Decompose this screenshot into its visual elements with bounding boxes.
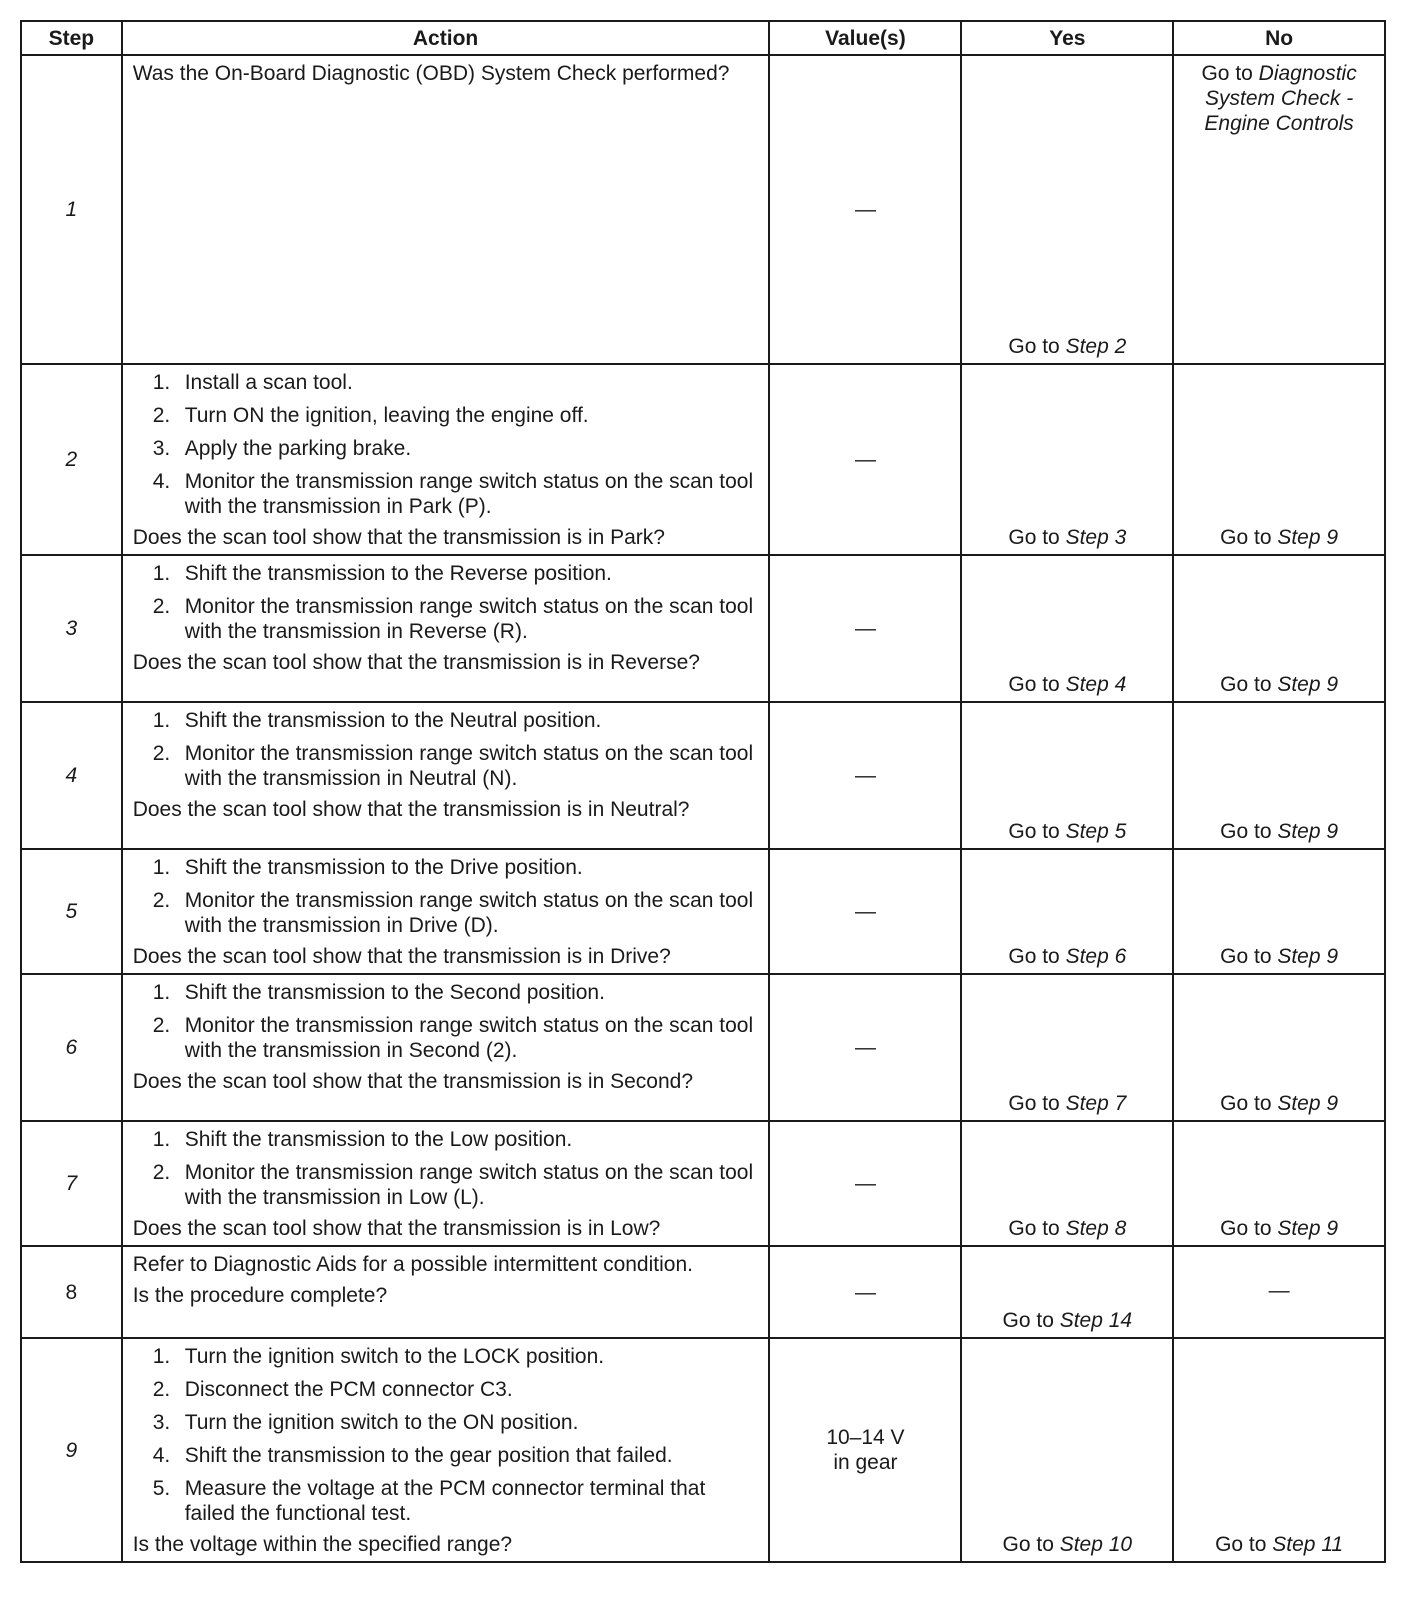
action-question: Does the scan tool show that the transmission is in Low? bbox=[132, 1217, 661, 1240]
value-cell: — bbox=[769, 974, 961, 1121]
value-cell: — bbox=[769, 364, 961, 555]
table-row bbox=[21, 974, 1385, 1121]
value-cell: — bbox=[769, 555, 961, 702]
value-cell: — bbox=[769, 1246, 961, 1338]
action-cell bbox=[122, 849, 770, 974]
action-cell bbox=[122, 364, 770, 555]
no-cell: Go to Step 9 bbox=[1173, 1121, 1385, 1246]
list-item: 1. Shift the transmission to the Neutral position. bbox=[152, 709, 602, 732]
no-cell: Go to Step 9 bbox=[1173, 849, 1385, 974]
action-intro: Refer to Diagnostic Aids for a possible intermittent condition. bbox=[132, 1253, 693, 1276]
no-link[interactable]: Step 9 bbox=[1277, 1092, 1339, 1115]
table-row bbox=[21, 849, 1385, 974]
no-cell bbox=[1173, 55, 1385, 364]
header-values: Value(s) bbox=[769, 21, 961, 55]
action-cell bbox=[122, 555, 770, 702]
yes-link[interactable]: Step 2 bbox=[1065, 335, 1127, 358]
no-cell: — bbox=[1173, 1246, 1385, 1338]
table-row bbox=[21, 1338, 1385, 1562]
value-line-1: 10–14 V bbox=[826, 1426, 905, 1449]
yes-link[interactable]: Step 5 bbox=[1065, 820, 1127, 843]
yes-link[interactable]: Step 14 bbox=[1059, 1309, 1133, 1332]
value-cell: — bbox=[769, 55, 961, 364]
list-item: 2. Monitor the transmission range switch status on the scan tool with the transmission in Second (2). bbox=[152, 1014, 754, 1062]
step-number: 6 bbox=[21, 974, 122, 1121]
list-item: 2. Monitor the transmission range switch status on the scan tool with the transmission in Low (L). bbox=[152, 1161, 754, 1209]
list-item: 4. Monitor the transmission range switch status on the scan tool with the transmission in Park (P). bbox=[152, 470, 754, 518]
no-cell: Go to Step 9 bbox=[1173, 702, 1385, 849]
yes-link[interactable]: Step 6 bbox=[1065, 945, 1127, 968]
step-number: 4 bbox=[21, 702, 122, 849]
yes-cell: Go to Step 6 bbox=[961, 849, 1173, 974]
table-row bbox=[21, 364, 1385, 555]
yes-cell: Go to Step 10 bbox=[961, 1338, 1173, 1562]
action-cell bbox=[122, 974, 770, 1121]
diagnostic-table bbox=[20, 20, 1386, 1563]
no-link[interactable]: Step 9 bbox=[1277, 1217, 1339, 1240]
list-item: 1. Install a scan tool. bbox=[152, 371, 353, 394]
header-yes: Yes bbox=[961, 21, 1173, 55]
action-steps bbox=[133, 980, 759, 1063]
no-link[interactable]: Step 9 bbox=[1277, 526, 1339, 549]
no-link[interactable]: Step 9 bbox=[1277, 820, 1339, 843]
yes-cell: Go to Step 4 bbox=[961, 555, 1173, 702]
list-item: 2. Monitor the transmission range switch status on the scan tool with the transmission in Neutral (N). bbox=[152, 742, 754, 790]
action-cell bbox=[122, 1246, 770, 1338]
yes-link[interactable]: Step 7 bbox=[1065, 1092, 1127, 1115]
header-no: No bbox=[1173, 21, 1385, 55]
no-link[interactable]: Step 9 bbox=[1277, 673, 1339, 696]
action-question: Is the voltage within the specified range? bbox=[132, 1533, 513, 1556]
list-item: 5. Measure the voltage at the PCM connector terminal that failed the functional test. bbox=[152, 1477, 706, 1525]
no-cell: Go to Step 9 bbox=[1173, 974, 1385, 1121]
action-steps bbox=[133, 708, 759, 791]
yes-link[interactable]: Step 8 bbox=[1065, 1217, 1127, 1240]
yes-link[interactable]: Step 10 bbox=[1059, 1533, 1133, 1556]
step-number: 9 bbox=[21, 1338, 122, 1562]
list-item: 2. Monitor the transmission range switch status on the scan tool with the transmission in Drive (D). bbox=[152, 889, 754, 937]
no-cell: Go to Step 11 bbox=[1173, 1338, 1385, 1562]
list-item: 1. Shift the transmission to the Low position. bbox=[152, 1128, 573, 1151]
list-item: 2. Monitor the transmission range switch status on the scan tool with the transmission in Reverse (R). bbox=[152, 595, 754, 643]
yes-link[interactable]: Step 4 bbox=[1065, 673, 1127, 696]
value-cell: — bbox=[769, 1121, 961, 1246]
yes-cell: Go to Step 14 bbox=[961, 1246, 1173, 1338]
list-item: 3. Apply the parking brake. bbox=[152, 437, 412, 460]
step-number: 8 bbox=[21, 1246, 122, 1338]
action-question: Does the scan tool show that the transmission is in Park? bbox=[132, 526, 665, 549]
list-item: 3. Turn the ignition switch to the ON position. bbox=[152, 1411, 579, 1434]
step-number: 3 bbox=[21, 555, 122, 702]
value-cell: — bbox=[769, 849, 961, 974]
step-number: 5 bbox=[21, 849, 122, 974]
list-item: 1. Shift the transmission to the Drive position. bbox=[152, 856, 583, 879]
action-steps bbox=[133, 1344, 759, 1526]
no-link[interactable]: Diagnostic System Check - Engine Controls bbox=[1204, 62, 1357, 135]
action-cell bbox=[122, 1121, 770, 1246]
list-item: 4. Shift the transmission to the gear position that failed. bbox=[152, 1444, 673, 1467]
list-item: 1. Shift the transmission to the Second position. bbox=[152, 981, 605, 1004]
value-cell bbox=[769, 1338, 961, 1562]
step-number: 7 bbox=[21, 1121, 122, 1246]
list-item: 1. Turn the ignition switch to the LOCK position. bbox=[152, 1345, 605, 1368]
action-question: Does the scan tool show that the transmission is in Reverse? bbox=[132, 651, 700, 674]
no-link[interactable]: Step 11 bbox=[1272, 1533, 1344, 1556]
action-cell bbox=[122, 702, 770, 849]
header-step: Step bbox=[21, 21, 122, 55]
action-question: Is the procedure complete? bbox=[132, 1284, 388, 1307]
yes-link[interactable]: Step 3 bbox=[1065, 526, 1127, 549]
yes-cell: Go to Step 7 bbox=[961, 974, 1173, 1121]
header-action: Action bbox=[122, 21, 770, 55]
yes-prefix: Go to bbox=[1008, 335, 1066, 358]
no-prefix: Go to bbox=[1201, 62, 1259, 85]
no-cell: Go to Step 9 bbox=[1173, 555, 1385, 702]
table-row bbox=[21, 55, 1385, 364]
action-cell bbox=[122, 1338, 770, 1562]
table-row bbox=[21, 555, 1385, 702]
action-steps bbox=[133, 370, 759, 519]
action-steps bbox=[133, 561, 759, 644]
yes-cell: Go to Step 8 bbox=[961, 1121, 1173, 1246]
action-question: Was the On-Board Diagnostic (OBD) System Check performed? bbox=[132, 62, 730, 85]
list-item: 2. Disconnect the PCM connector C3. bbox=[152, 1378, 513, 1401]
header-row bbox=[21, 21, 1385, 55]
yes-cell: Go to Step 3 bbox=[961, 364, 1173, 555]
action-cell bbox=[122, 55, 770, 364]
list-item: 2. Turn ON the ignition, leaving the engine off. bbox=[152, 404, 589, 427]
action-steps bbox=[133, 855, 759, 938]
yes-cell bbox=[961, 55, 1173, 364]
action-question: Does the scan tool show that the transmission is in Neutral? bbox=[132, 798, 690, 821]
action-steps bbox=[133, 1127, 759, 1210]
value-line-2: in gear bbox=[833, 1451, 898, 1474]
no-cell: Go to Step 9 bbox=[1173, 364, 1385, 555]
no-link[interactable]: Step 9 bbox=[1277, 945, 1339, 968]
table-row bbox=[21, 702, 1385, 849]
list-item: 1. Shift the transmission to the Reverse position. bbox=[152, 562, 612, 585]
table-row bbox=[21, 1121, 1385, 1246]
diagnostic-table-sheet bbox=[20, 20, 1386, 1563]
step-number: 2 bbox=[21, 364, 122, 555]
action-question: Does the scan tool show that the transmission is in Second? bbox=[132, 1070, 693, 1093]
value-cell: — bbox=[769, 702, 961, 849]
table-row bbox=[21, 1246, 1385, 1338]
yes-cell: Go to Step 5 bbox=[961, 702, 1173, 849]
step-number: 1 bbox=[21, 55, 122, 364]
action-question: Does the scan tool show that the transmission is in Drive? bbox=[132, 945, 671, 968]
